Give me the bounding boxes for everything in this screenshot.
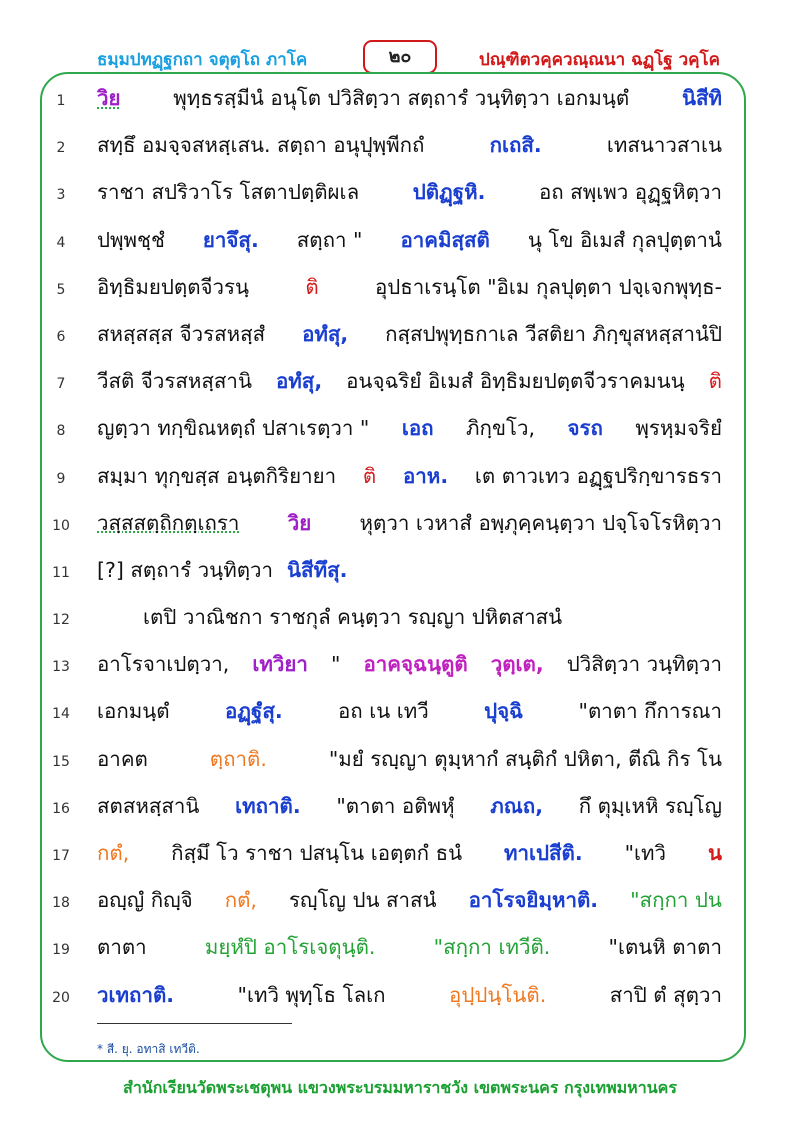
text-segment: มยฺหํปิ อาโรเจตุนฺติ. <box>204 935 376 960</box>
text-line <box>0 77 800 124</box>
text-segment: อถ สพฺเพว อุฏฺฐหิตฺวา <box>538 180 722 205</box>
line-text <box>97 791 722 821</box>
line-text <box>97 461 722 491</box>
text-segment: อิทฺธิมยปตฺตจีวรนฺ <box>97 274 250 299</box>
text-segment: อาคจฺฉนฺตูติ <box>363 652 468 677</box>
text-segment: วิย <box>287 510 312 535</box>
line-text <box>97 83 722 113</box>
text-segment: จรถ <box>567 416 603 441</box>
line-number: 17 <box>52 848 70 864</box>
text-segment: สทฺธึ อมจฺจสหสฺเสน. สตฺถา อนุปุพฺพีกถํ <box>97 133 425 158</box>
line-number: 16 <box>52 800 70 817</box>
text-segment: ยาจึสุ. <box>202 227 259 252</box>
text-segment: กึ ตุมฺเหหิ รญฺโญ <box>578 793 722 818</box>
text-line <box>0 360 800 407</box>
line-number: 13 <box>52 659 70 676</box>
text-segment: ปติฏฺฐหิ. <box>412 180 486 205</box>
text-segment: หุตฺวา เวหาสํ อพฺภุคฺคนฺตฺวา ปจฺโจโรหิตฺวา <box>359 510 722 535</box>
text-line <box>0 549 800 596</box>
page-footer: สำนักเรียนวัดพระเชตุพน แขวงพระบรมมหาราชวัง เขตพระนคร กรุงเทพมหานคร <box>123 1078 677 1097</box>
text-segment: อญฺญํ กิญฺจิ <box>97 888 193 913</box>
text-segment: ติ <box>362 463 377 488</box>
line-text <box>97 932 722 962</box>
text-line <box>0 832 800 879</box>
text-segment: ภณถ, <box>490 793 543 818</box>
text-segment: ปุจฺฉิ <box>484 699 524 724</box>
text-segment: เทสนาวสาเน <box>606 133 722 158</box>
text-segment: อทํสุ, <box>275 369 323 394</box>
text-segment: อาห. <box>402 463 449 488</box>
line-number: 2 <box>56 140 66 157</box>
text-segment: สหสฺสสฺส จีวรสหสฺสํ <box>97 321 266 346</box>
line-text <box>97 319 722 349</box>
text-line <box>0 171 800 218</box>
line-text <box>97 744 722 774</box>
line-text <box>97 177 722 207</box>
text-line <box>0 785 800 832</box>
text-segment: ราชา สปริวาโร โสตาปตฺติผเล <box>97 180 360 205</box>
text-segment: เอกมนฺตํ <box>97 699 170 724</box>
line-text <box>97 508 722 538</box>
line-text <box>97 272 722 302</box>
text-segment: "เตนหิ ตาตา <box>608 935 722 960</box>
text-segment: อนจฺฉริยํ อิเมสํ อิทฺธิมยปตฺตจีวราคมนนฺ <box>346 369 685 394</box>
text-segment: ปวิสิตฺวา วนฺทิตฺวา <box>566 652 722 677</box>
text-segment: เอถ <box>401 416 434 441</box>
text-segment: รญฺโญ ปน สาสนํ <box>288 888 437 913</box>
text-segment: เตปิ วาณิชกา ราชกุลํ คนฺตฺวา รญฺญา ปหิตสาสนํ <box>143 605 563 630</box>
text-line <box>0 879 800 926</box>
text-segment: อาโรจาเปตฺวา, <box>97 652 230 677</box>
line-number: 7 <box>56 376 66 393</box>
page-number: ๒๐ <box>363 40 437 74</box>
line-number: 19 <box>52 942 70 959</box>
line-number: 10 <box>52 517 70 534</box>
line-number: 12 <box>52 612 70 629</box>
text-segment: สตสหสฺสานิ <box>97 793 200 818</box>
line-text <box>97 696 722 726</box>
text-line <box>0 643 800 690</box>
text-line <box>0 407 800 454</box>
text-segment: พฺรหฺมจริยํ <box>635 416 722 441</box>
text-segment: " <box>330 652 341 677</box>
text-segment: กเถสิ. <box>489 133 542 158</box>
text-segment: "ตาตา อติพหุํ <box>336 793 455 818</box>
text-body <box>0 77 800 1021</box>
text-line <box>0 455 800 502</box>
text-segment: นุ โข อิเมสํ กุลปุตฺตานํ <box>527 227 722 252</box>
text-segment: เทถาติ. <box>235 793 301 818</box>
text-segment: "สกฺกา ปน <box>630 888 722 913</box>
text-segment: ตาตา <box>97 935 147 960</box>
line-text <box>97 555 722 585</box>
text-segment: วุตฺเต, <box>490 652 544 677</box>
line-number: 3 <box>56 187 66 204</box>
line-text <box>97 225 722 255</box>
line-text <box>97 602 722 632</box>
text-segment: กสฺสปพุทฺธกาเล วีสติยา ภิกฺขุสหสฺสานํปิ <box>385 321 722 346</box>
line-text <box>97 130 722 160</box>
text-segment: เทวิยา <box>252 652 308 677</box>
text-line <box>0 926 800 973</box>
text-segment: อถ เน เทวี <box>337 699 429 724</box>
line-number: 9 <box>56 470 66 487</box>
text-segment: ญตฺวา ทกฺขิณหตฺถํ ปสาเรตฺวา " <box>97 416 370 441</box>
text-segment: "เทวิ พุทฺโธ โลเก <box>237 982 386 1007</box>
text-line <box>0 266 800 313</box>
text-segment: กิสฺมึ โว ราชา ปสนฺโน เอตฺตกํ ธนํ <box>171 841 463 865</box>
text-segment: วีสติ จีวรสหสฺสานิ <box>97 369 252 394</box>
text-segment: ทาเปสีติ. <box>504 841 583 865</box>
line-number: 14 <box>52 706 70 723</box>
text-line <box>0 738 800 785</box>
line-number: 6 <box>56 328 66 345</box>
text-segment: กตํ, <box>97 841 130 865</box>
line-number: 8 <box>56 423 66 440</box>
line-number: 15 <box>52 753 70 770</box>
text-segment: อุปธาเรนฺโต "อิเม กุลปุตฺตา ปจฺเจกพุทฺธ- <box>374 274 722 299</box>
line-number: 11 <box>52 564 70 581</box>
text-segment: ตฺถาติ. <box>209 746 267 771</box>
text-segment: นิสีทึสุ. <box>287 557 348 582</box>
text-line <box>0 313 800 360</box>
text-segment: สตฺถา " <box>296 227 363 252</box>
text-segment: อาโรจยิมฺหาติ. <box>468 888 599 913</box>
chapter-title: ปณฺฑิตวคฺควณฺณนา ฉฏฺโฐ วคฺโค <box>478 50 720 70</box>
line-text <box>97 366 722 396</box>
text-segment: อทํสุ, <box>302 321 349 346</box>
text-segment: อฏฺฐํสุ. <box>224 699 283 724</box>
text-segment: กตํ, <box>224 888 257 913</box>
line-text <box>97 980 722 1010</box>
text-segment: [?] สตฺถารํ วนฺทิตฺวา <box>97 557 274 582</box>
text-segment: "มยํ รญฺญา ตุมฺหากํ สนฺติกํ ปหิตา, ตีณิ กิร โน <box>328 746 722 771</box>
line-text <box>97 885 722 915</box>
line-number: 1 <box>56 93 66 109</box>
text-line <box>0 502 800 549</box>
text-line <box>0 124 800 171</box>
text-segment: สมฺมา ทุกฺขสฺส อนฺตกิริยายา <box>97 463 337 488</box>
text-segment: วเทถาติ. <box>97 982 175 1007</box>
line-text <box>97 413 722 443</box>
text-segment: สาปิ ตํ สุตฺวา <box>609 982 722 1007</box>
text-segment: ปพฺพชฺชํ <box>97 227 165 252</box>
text-segment: วสฺสสตฺถิกตฺเถรา <box>97 510 240 535</box>
text-segment: ภิกฺขโว, <box>466 416 536 441</box>
text-line <box>0 219 800 266</box>
text-segment: นิสีทิ <box>681 86 722 110</box>
text-segment: อาคต <box>97 746 148 771</box>
text-segment: "ตาตา กึการณา <box>578 699 722 724</box>
text-segment: วิย <box>97 86 121 110</box>
text-segment: เต ตาวเทว อฏฺฐปริกฺขารธรา <box>474 463 722 488</box>
text-line <box>0 596 800 643</box>
footnote-divider <box>97 1023 292 1024</box>
footnote: * สี. ยุ. อทาสิ เทวีติ. <box>97 1042 200 1056</box>
text-segment: ติ <box>305 274 319 299</box>
text-segment: น <box>707 841 722 865</box>
line-number: 4 <box>56 234 66 251</box>
text-line <box>0 690 800 737</box>
line-number: 20 <box>52 989 70 1006</box>
text-segment: "สกฺกา เทวีติ. <box>433 935 551 960</box>
line-text <box>97 838 722 868</box>
text-segment: อาคมิสฺสติ <box>400 227 490 252</box>
text-segment: ติ <box>708 369 722 394</box>
line-number: 5 <box>56 281 66 298</box>
text-segment: "เทวิ <box>624 841 667 865</box>
book-title: ธมฺมปทฏฺฐกถา จตุตฺโถ ภาโค <box>97 50 308 70</box>
text-segment: อุปฺปนฺโนติ. <box>449 982 547 1007</box>
text-segment: พุทฺธรสฺมีนํ อนุโต ปวิสิตฺวา สตฺถารํ วนฺทิตฺวา เอกมนฺตํ <box>173 86 630 110</box>
line-number: 18 <box>52 895 70 912</box>
text-line <box>0 974 800 1021</box>
line-text <box>97 649 722 679</box>
